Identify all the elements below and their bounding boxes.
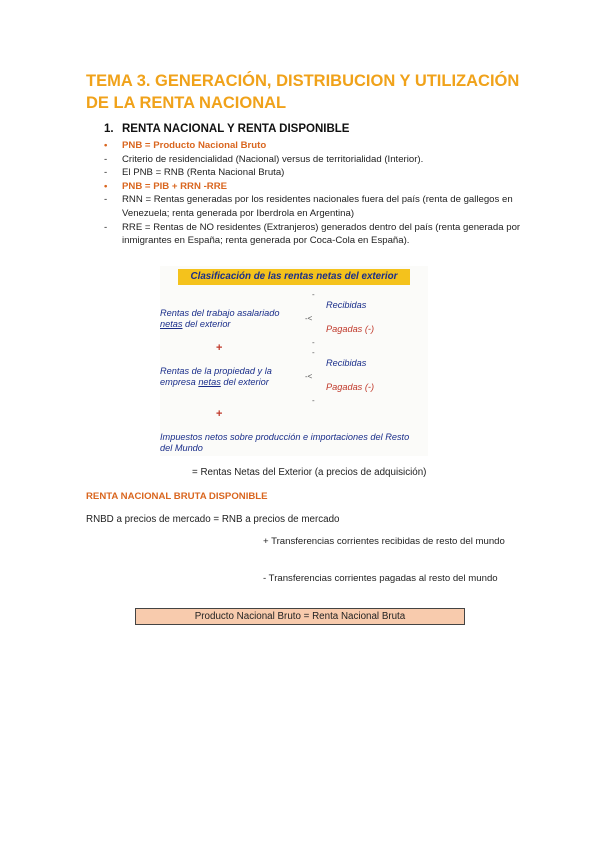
list-item-text: PNB = Producto Nacional Bruto [122, 140, 267, 151]
list-item-text: RRE = Rentas de NO residentes (Extranjeros) generados dentro del país (renta generada por inmigrantes en España; renta generada por Coca-Cola en España). [122, 221, 521, 247]
plus-sign: + [216, 408, 223, 420]
pagadas-label: Pagadas (-) [326, 382, 375, 392]
rentas-propiedad-rest: del exterior [220, 377, 269, 387]
dash-marker: - [104, 221, 108, 233]
rnbd-equation: RNBD a precios de mercado = RNB a precios de mercado [86, 514, 340, 525]
page-title: TEMA 3. GENERACIÓN, DISTRIBUCION Y UTILIZACIÓN DE LA RENTA NACIONAL [86, 72, 520, 112]
brace-mark: -< [305, 314, 313, 323]
rentas-propiedad-line2 [160, 377, 300, 388]
dash-marker: - [104, 153, 108, 165]
list-item [104, 153, 524, 167]
figure-banner: Clasificación de las rentas netas del exterior [178, 269, 410, 285]
rentas-trabajo-line2 [160, 319, 300, 330]
brace-mark: - [312, 396, 315, 405]
brace-mark: - [312, 290, 315, 299]
dash-marker: - [104, 194, 108, 206]
section-title: RENTA NACIONAL Y RENTA DISPONIBLE [122, 123, 350, 135]
rentas-trabajo-rest: del exterior [182, 319, 231, 329]
rentas-trabajo-line1: Rentas del trabajo asalariado [160, 308, 280, 318]
recibidas-label: Recibidas [326, 300, 367, 310]
netas-underlined: netas [160, 319, 183, 329]
classification-figure [160, 266, 428, 456]
list-item [104, 166, 524, 180]
brace-mark: - [312, 348, 315, 357]
brace-mark: - [312, 338, 315, 347]
rentas-trabajo-label [160, 308, 300, 330]
equals-line: = Rentas Netas del Exterior (a precios de adquisición) [192, 467, 427, 478]
section-heading: RENTA NACIONAL BRUTA DISPONIBLE [86, 491, 268, 502]
list-item [104, 193, 524, 220]
rentas-propiedad-label [160, 366, 300, 388]
list-item-text: Criterio de residencialidad (Nacional) versus de territorialidad (Interior). [122, 153, 424, 165]
definition-list [104, 139, 524, 248]
transfer-paid: - Transferencias corrientes pagadas al resto del mundo [263, 573, 498, 584]
plus-sign: + [216, 342, 223, 354]
dash-marker: - [104, 167, 108, 179]
pagadas-label: Pagadas (-) [326, 324, 375, 334]
list-item [104, 180, 524, 194]
rentas-propiedad-line1: Rentas de la propiedad y la [160, 366, 272, 376]
bullet-marker: • [104, 180, 108, 192]
summary-box: Producto Nacional Bruto = Renta Nacional Bruta [135, 608, 465, 625]
list-item-text: PNB = PIB + RRN -RRE [122, 180, 228, 192]
rentas-propiedad-empresa: empresa [160, 377, 199, 387]
impuestos-label [160, 432, 428, 454]
impuestos-line1: Impuestos netos sobre producción e importaciones del Resto [160, 432, 410, 442]
netas-underlined: netas [198, 377, 221, 387]
section-number: 1. [104, 123, 114, 135]
transfer-received: + Transferencias corrientes recibidas de resto del mundo [263, 536, 505, 547]
list-item [104, 221, 524, 248]
list-item-text: RNN = Rentas generadas por los residentes nacionales fuera del país (renta de gallegos en Venezuela; renta generada por Iberdrola en Argentina) [122, 194, 513, 219]
recibidas-label: Recibidas [326, 358, 367, 368]
section-heading [104, 123, 349, 135]
list-item-text: El PNB = RNB (Renta Nacional Bruta) [122, 167, 285, 179]
bullet-marker: • [104, 140, 108, 151]
brace-mark: -< [305, 372, 313, 381]
list-item [104, 139, 524, 153]
impuestos-line2: del Mundo [160, 443, 203, 453]
